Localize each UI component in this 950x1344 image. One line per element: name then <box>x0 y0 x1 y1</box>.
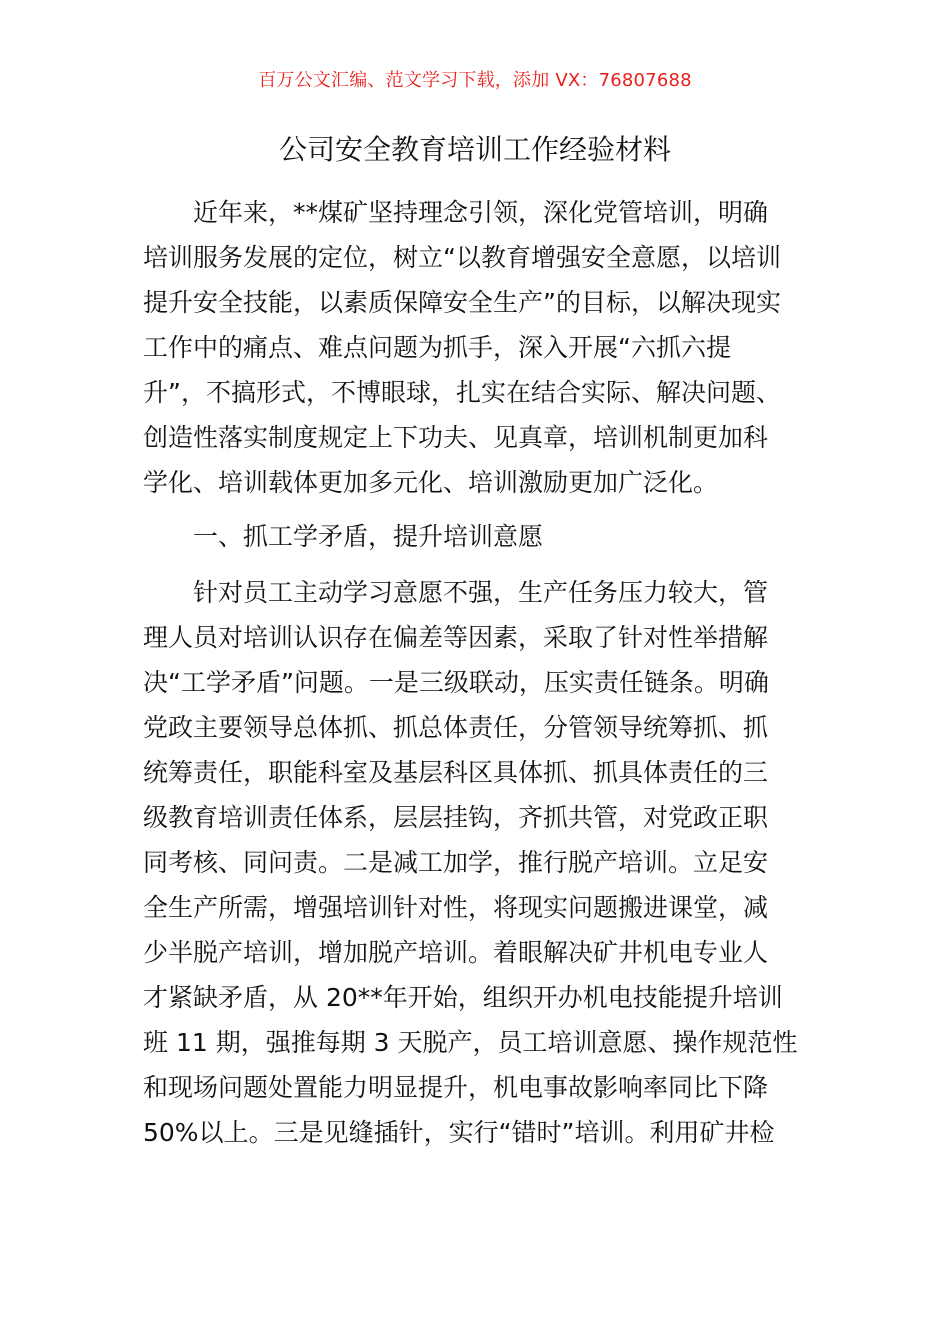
paragraph-line: 创造性落实制度规定上下功夫、见真章，培训机制更加科 <box>143 423 769 452</box>
paragraph-line: 培训服务发展的定位，树立“以教育增强安全意愿，以培训 <box>143 243 781 272</box>
paragraph-line: 升”，不搞形式，不博眼球，扎实在结合实际、解决问题、 <box>143 378 781 407</box>
paragraph-line: 针对员工主动学习意愿不强，生产任务压力较大，管 <box>193 578 769 607</box>
paragraph-line: 全生产所需，增强培训针对性，将现实问题搬进课堂，减 <box>143 893 769 922</box>
paragraph-line: 才紧缺矛盾，从 20**年开始，组织开办机电技能提升培训 <box>143 983 783 1012</box>
paragraph-line: 统筹责任，职能科室及基层科区具体抓、抓具体责任的三 <box>143 758 769 787</box>
paragraph-line: 提升安全技能，以素质保障安全生产”的目标，以解决现实 <box>143 288 781 317</box>
paragraph-line: 理人员对培训认识存在偏差等因素，采取了针对性举措解 <box>143 623 769 652</box>
section-heading <box>143 514 810 559</box>
paragraph-intro <box>143 190 810 505</box>
paragraph-line: 学化、培训载体更加多元化、培训激励更加广泛化。 <box>143 468 719 497</box>
document-title: 公司安全教育培训工作经验材料 <box>278 133 671 166</box>
paragraph-line: 党政主要领导总体抓、抓总体责任，分管领导统筹抓、抓 <box>143 713 769 742</box>
paragraph-line: 班 11 期，强推每期 3 天脱产，员工培训意愿、操作规范性 <box>143 1028 798 1057</box>
header-note: 百万公文汇编、范文学习下载，添加 VX：76807688 <box>258 70 692 91</box>
section-heading-text: 一、抓工学矛盾，提升培训意愿 <box>193 522 544 551</box>
paragraph-section1 <box>143 570 810 1155</box>
paragraph-line: 同考核、同问责。二是减工加学，推行脱产培训。立足安 <box>143 848 769 877</box>
paragraph-line: 50%以上。三是见缝插针，实行“错时”培训。利用矿井检 <box>143 1118 775 1147</box>
paragraph-line: 少半脱产培训，增加脱产培训。着眼解决矿井机电专业人 <box>143 938 769 967</box>
paragraph-line: 和现场问题处置能力明显提升，机电事故影响率同比下降 <box>143 1073 769 1102</box>
paragraph-line: 级教育培训责任体系，层层挂钩，齐抓共管，对党政正职 <box>143 803 769 832</box>
paragraph-line: 决“工学矛盾”问题。一是三级联动，压实责任链条。明确 <box>143 668 769 697</box>
paragraph-line: 工作中的痛点、难点问题为抓手，深入开展“六抓六提 <box>143 333 731 362</box>
paragraph-line: 近年来，**煤矿坚持理念引领，深化党管培训，明确 <box>193 198 769 227</box>
